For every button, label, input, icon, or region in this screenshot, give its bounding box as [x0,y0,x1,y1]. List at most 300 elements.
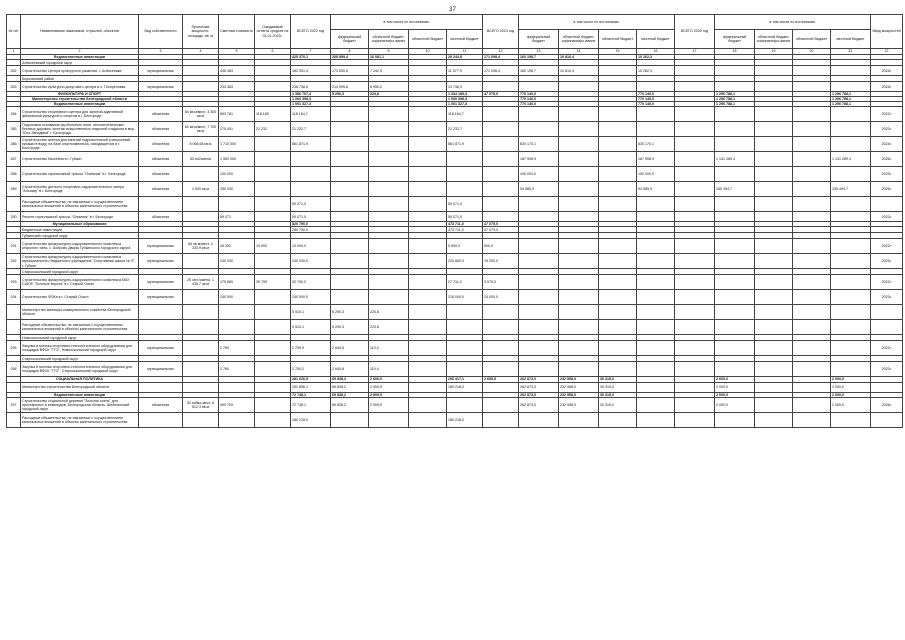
table-cell [219,305,255,320]
table-cell: 30 315,0 [599,377,637,382]
table-cell: 2 769 [219,341,255,356]
row-name-cell: ФИЗКУЛЬТУРА И СПОРТ [21,92,139,97]
table-cell: 5 290,3 [331,92,369,97]
table-cell [599,275,637,290]
table-cell: 100 000,0 [637,167,675,182]
table-cell [519,197,559,212]
table-cell [255,382,291,392]
table-cell [755,152,793,167]
row-name-cell: Подготовка основания футбольного поля, легкоатлетических беговых дорожек, монтаж искусственных покрытий стадиона в мкр. "Юго-Западный" г. Белгорода [21,122,139,137]
table-cell [793,82,831,92]
table-cell: 2024г. [871,66,903,76]
header-total-2025: ВСЕГО 2025 год [675,15,715,49]
table-cell: 72 748,1 [291,397,331,412]
table-cell: 59 071,0 [447,197,483,212]
table-cell [675,182,715,197]
table-cell: 2022г. [871,341,903,356]
column-index-cell: 11 [447,49,483,55]
table-cell [831,305,871,320]
table-cell: 2 000,0 [831,382,871,392]
table-cell [369,239,409,254]
table-cell: 232 558,0 [559,377,599,382]
table-cell [559,320,599,335]
table-cell: 10 810,4 [559,55,599,60]
table-cell [255,290,291,305]
table-cell [715,137,755,152]
table-cell [559,362,599,377]
header-src-reg: областной бюджет [793,30,831,49]
table-cell [755,122,793,137]
table-cell: 1 296 788,1 [831,102,871,107]
table-cell [291,152,331,167]
table-cell [831,82,871,92]
table-cell: 693 781 [219,107,255,122]
table-cell [599,137,637,152]
table-cell [483,341,519,356]
table-cell: областная [139,137,183,152]
column-index-cell: 12 [483,49,519,55]
table-cell: 425 370,1 [291,55,331,60]
column-index-cell: 15 [599,49,637,55]
table-cell: 500,0 [483,239,519,254]
table-cell [483,107,519,122]
table-cell: 160 198,7 [519,55,559,60]
table-cell [369,122,409,137]
table-cell: 118 164,7 [447,107,483,122]
table-cell [331,275,369,290]
table-cell: 180 218,0 [447,382,483,392]
table-cell: 173 830,5 [331,66,369,76]
table-cell: 30 790,0 [291,275,331,290]
table-cell [7,412,21,427]
table-cell: 473 711,0 [447,227,483,233]
table-cell [755,212,793,222]
table-cell: 1 141 289,4 [715,152,755,167]
table-cell: 171 098,4 [483,55,519,60]
table-cell [255,137,291,152]
table-cell: областная [139,122,183,137]
table-cell [519,212,559,222]
table-row [7,397,903,412]
column-index-cell: 18 [715,49,755,55]
table-cell [559,254,599,269]
table-cell: 1 334 189,3 [447,92,483,97]
table-row [7,412,903,427]
table-cell: 2 909,9 [369,392,409,397]
column-index-cell: 9 [369,49,409,55]
table-cell [519,275,559,290]
table-cell: 283 [7,82,21,92]
table-cell [755,397,793,412]
table-cell: 5 290,3 [331,305,369,320]
header-num: № п/п [7,15,21,49]
table-cell [675,122,715,137]
table-cell [871,412,903,427]
table-cell: 240 000 [219,290,255,305]
header-capacity: Проектная мощность, площадь, кв. м [183,15,219,49]
table-cell [559,82,599,92]
table-cell [409,305,447,320]
table-cell [871,382,903,392]
table-cell: 770 140,0 [519,92,559,97]
table-cell: 2 759,9 [291,341,331,356]
table-cell [483,137,519,152]
table-cell: 499 709 [219,397,255,412]
table-cell [409,382,447,392]
table-cell [183,362,219,377]
header-ownership: Вид собственности [139,15,183,49]
table-cell: 2022г. [871,362,903,377]
table-cell [637,412,675,427]
table-cell [483,362,519,377]
table-row [7,167,903,182]
column-index-cell: 7 [291,49,331,55]
table-cell [219,412,255,427]
table-cell: 5 290,3 [331,320,369,335]
table-cell [183,254,219,269]
header-total-2024: ВСЕГО 2024 год [483,15,519,49]
table-cell: муниципальная [139,290,183,305]
table-cell [637,122,675,137]
table-cell: 770 140,0 [637,92,675,97]
table-cell: 2 000,0 [831,377,871,382]
table-cell [183,290,219,305]
table-cell [793,137,831,152]
table-cell: 187 908,9 [519,152,559,167]
table-cell [483,152,519,167]
header-src-local: местный бюджет [637,30,675,49]
table-cell [255,362,291,377]
table-cell [183,197,219,212]
table-row [7,107,903,122]
table-cell: 2 655,5 [483,377,519,382]
table-cell: 2 000,0 [715,392,755,397]
row-name-cell: Старооскольский городской округ [21,269,139,275]
table-cell: 289 [7,182,21,197]
table-cell [599,254,637,269]
table-cell [637,107,675,122]
table-cell: 175 885 [219,275,255,290]
row-name-cell: Строительство социальной деревни "Золотая осень" для престарелых и инвалидов, Белгородская область, Шебекинский городской округ [21,397,139,412]
table-cell: 4 500 кв.м [183,182,219,197]
table-cell [793,197,831,212]
table-cell: областная [139,212,183,222]
table-cell: 2 760 [219,362,255,377]
table-cell: 770 140,0 [637,102,675,107]
row-name-cell: Корочанский район [21,76,139,82]
table-cell: 240 000,0 [291,290,331,305]
table-cell: 861 871,9 [447,137,483,152]
table-cell [409,182,447,197]
table-cell [831,362,871,377]
table-cell: 21 232,7 [447,122,483,137]
table-cell [715,107,755,122]
table-cell: 69 838,2 [331,382,369,392]
page-number: 37 [449,7,456,13]
table-cell: 2024г. [871,82,903,92]
header-src-reg: областной бюджет [599,30,637,49]
table-cell [675,412,715,427]
table-cell: 861 871,9 [291,137,331,152]
table-cell [7,320,21,335]
table-cell: 770 140,0 [519,97,559,102]
table-cell [793,152,831,167]
table-cell: 1 296 788,1 [715,102,755,107]
table-cell: 30 315,0 [599,397,637,412]
row-name-cell: Ремонт горнолыжной трассы "Олимпик" в г. Белгороде [21,212,139,222]
table-cell [599,152,637,167]
header-commission: Ввод мощностей [871,15,903,49]
table-row [7,152,903,167]
table-cell: 118 185 [255,107,291,122]
table-cell [675,362,715,377]
table-cell [599,362,637,377]
column-index-cell: 17 [675,49,715,55]
table-cell [637,320,675,335]
table-cell: 206 417,1 [447,377,483,382]
table-cell [637,275,675,290]
row-name-cell: Строительство центра для занятий гидроэстетикой (синхронный, прыжки в воду) на базе спорткомплекса, находящегося в г. Белгороде [21,137,139,152]
table-cell [219,197,255,212]
table-cell [715,305,755,320]
table-cell [255,152,291,167]
header-src-fed-cofin: областной бюджет, софинансиро-вание [755,30,793,49]
table-cell [755,167,793,182]
table-cell: 770 140,0 [637,97,675,102]
table-cell: 2025г. [871,182,903,197]
table-cell: 296 [7,362,21,377]
table-cell [183,320,219,335]
table-cell [793,122,831,137]
table-cell: 286 [7,137,21,152]
table-cell [369,275,409,290]
table-cell [447,305,483,320]
table-cell: 27 711,0 [447,275,483,290]
table-cell [793,320,831,335]
table-cell [409,152,447,167]
table-cell: 69 838,2 [331,392,369,397]
table-cell: областная [139,397,183,412]
table-cell [409,290,447,305]
table-cell [559,341,599,356]
table-cell [409,66,447,76]
table-cell [675,320,715,335]
table-cell: муниципальная [139,275,183,290]
table-cell [755,320,793,335]
table-cell [409,82,447,92]
table-cell: 297 [7,397,21,412]
column-index-cell: 4 [183,49,219,55]
table-cell [793,382,831,392]
table-cell: областная [139,152,183,167]
table-cell: 60 м2/смена [183,152,219,167]
table-cell: 20 244,8 [447,55,483,60]
table-cell: 2022г. [871,239,903,254]
table-cell: 262 873,0 [519,382,559,392]
table-cell: 262 873,0 [519,392,559,397]
table-cell: областная [139,107,183,122]
table-cell [331,107,369,122]
column-index-cell: 8 [331,49,369,55]
table-cell [715,239,755,254]
table-cell: 84 кв.м/мест, 4 333,9 кв.м [183,239,219,254]
row-name-cell: Старооскольский городской округ [21,356,139,362]
table-cell [831,254,871,269]
table-cell: 2022г. [871,107,903,122]
table-cell: 10 810,4 [559,66,599,76]
table-cell: 2024г. [871,137,903,152]
table-cell [331,290,369,305]
row-name-cell: Алексеевский городской округ [21,60,139,66]
table-cell [675,305,715,320]
table-cell [255,212,291,222]
table-cell: 214 095,8 [331,82,369,92]
table-cell: 295 [7,341,21,356]
table-cell: 2 000,0 [715,382,755,392]
table-cell [7,305,21,320]
table-cell: областная [139,182,183,197]
table-cell: 216 000,0 [447,290,483,305]
table-cell [559,152,599,167]
table-cell [255,341,291,356]
table-cell: 2 649,5 [331,341,369,356]
table-cell: 100 000,0 [519,167,559,182]
table-cell: 2 750,2 [291,362,331,377]
table-cell: 84 кв.м/мест, 3 300 кв.м [183,107,219,122]
table-cell [183,382,219,392]
table-cell [559,182,599,197]
table-cell [793,239,831,254]
table-cell: 284 [7,107,21,122]
table-cell: 1 001 327,3 [291,102,331,107]
table-cell [255,305,291,320]
table-cell: 287 [7,152,21,167]
table-cell [637,382,675,392]
table-cell [519,412,559,427]
table-cell: 1 296 788,1 [831,97,871,102]
table-cell [831,137,871,152]
table-cell [793,305,831,320]
table-cell: 281 626,5 [291,377,331,382]
table-cell: 59 071,0 [291,212,331,222]
table-cell [139,320,183,335]
table-cell: 1 296 788,1 [831,92,871,97]
table-cell [409,320,447,335]
table-cell: 110,4 [369,362,409,377]
row-name-cell: Закупка и монтаж спортивно-технологического оборудования для площадки ВФСК "ГТО", Старооскольский городской округ [21,362,139,377]
table-cell [755,382,793,392]
table-cell [409,254,447,269]
table-cell: 250 000 [219,182,255,197]
table-cell [183,412,219,427]
table-cell: 240 000 [219,254,255,269]
table-cell: 262 873,0 [519,397,559,412]
table-cell: 8 068,68 кв.м [183,137,219,152]
table-cell: 30 790 [255,275,291,290]
table-cell: 171 098,4 [483,66,519,76]
table-cell [369,412,409,427]
table-cell: 94 585,9 [637,182,675,197]
table-cell [519,305,559,320]
table-cell: 100 000 [219,167,255,182]
table-cell [369,167,409,182]
table-cell: 436 383 [219,66,255,76]
table-cell: 2 640,8 [331,362,369,377]
table-cell: 52 койко-мест, 8 512,3 кв.м [183,397,219,412]
table-cell [447,167,483,182]
table-cell [637,305,675,320]
table-cell: 1 386 707,4 [291,92,331,97]
table-cell [559,412,599,427]
header-src-reg: областной бюджет [409,30,447,49]
table-cell: 5 510,1 [291,320,331,335]
table-cell [715,275,755,290]
table-cell [331,412,369,427]
table-cell [255,82,291,92]
table-cell [559,305,599,320]
table-row [7,122,903,137]
table-cell [755,197,793,212]
table-cell: 293 [7,275,21,290]
table-cell [331,182,369,197]
table-cell [793,66,831,76]
table-cell [599,82,637,92]
row-name-cell: Строительство спортивного центра для занятий адаптивной физической культурой и спортом в г. Белгороде [21,107,139,122]
table-cell: 220,8 [369,305,409,320]
table-cell: 1 296 788,1 [715,97,755,102]
table-cell [675,82,715,92]
table-cell: 1 296 788,1 [715,92,755,97]
table-cell [675,197,715,212]
header-src-local: местный бюджет [831,30,871,49]
table-cell: 290 [7,212,21,222]
table-cell [675,290,715,305]
table-cell [483,320,519,335]
table-cell: муниципальная [139,66,183,76]
table-cell [793,341,831,356]
table-cell: 21 232,7 [291,122,331,137]
table-cell [599,412,637,427]
table-cell [331,254,369,269]
table-cell: 1 710 000 [219,137,255,152]
table-cell: 2 000,0 [715,397,755,412]
table-cell [793,107,831,122]
header-group-2024: в том числе по источникам: [519,15,675,30]
table-cell: 240 000,0 [291,254,331,269]
row-name-cell: Строительство горнолыжной трассы "Олимпик" в г. Белгороде [21,167,139,182]
table-cell [369,137,409,152]
table-cell [637,254,675,269]
table-cell: 72 748,1 [291,392,331,397]
header-src-local: местный бюджет [447,30,483,49]
table-cell: 2022г. [871,212,903,222]
row-name-cell: СОЦИАЛЬНАЯ ПОЛИТИКА [21,377,139,382]
table-cell: 2 000,0 [715,377,755,382]
table-row [7,275,903,290]
table-cell [599,212,637,222]
table-cell [255,167,291,182]
table-cell: 262 873,0 [519,377,559,382]
table-cell [139,382,183,392]
table-cell [369,107,409,122]
table-cell [255,254,291,269]
table-cell [755,362,793,377]
table-cell [599,341,637,356]
row-name-cell: Строительство детского спортивно-оздоровительного лагеря "Альтаир" в г. Белгороде [21,182,139,197]
row-name-cell: Ведомственные инвестиции [21,55,139,60]
table-cell [675,152,715,167]
table-cell: 2022г. [871,275,903,290]
